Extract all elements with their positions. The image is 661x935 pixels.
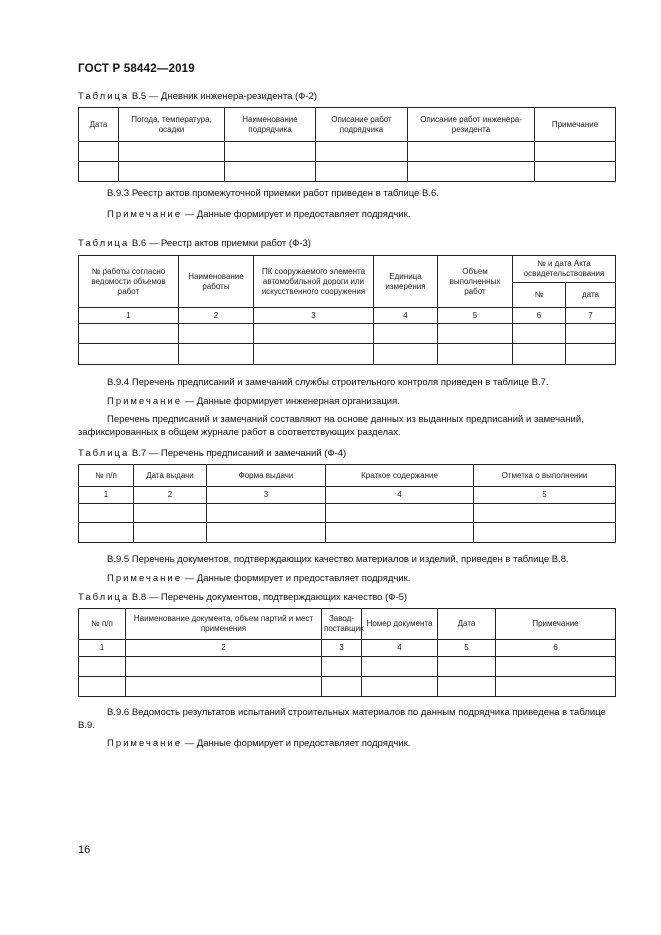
table-header-row bbox=[79, 256, 616, 283]
column-number: 2 bbox=[134, 487, 207, 504]
caption-text: В.6 — Реестр актов приемки работ (Ф-3) bbox=[129, 238, 311, 249]
column-number: 3 bbox=[207, 487, 326, 504]
column-header: Номер документа bbox=[362, 609, 438, 640]
note-text: — Данные формирует инженерная организация. bbox=[182, 396, 400, 407]
column-header: Описание работ подрядчика bbox=[316, 108, 408, 142]
note-text: — Данные формирует и предоставляет подрядчик. bbox=[182, 209, 411, 220]
column-header: № работы согласно ведомости объемов работ bbox=[79, 256, 179, 308]
column-number: 6 bbox=[513, 308, 566, 324]
column-number: 5 bbox=[474, 487, 616, 504]
column-number: 6 bbox=[496, 640, 616, 657]
table-row bbox=[79, 142, 616, 162]
column-number: 1 bbox=[79, 640, 126, 657]
column-header: Дата выдачи bbox=[134, 465, 207, 487]
section-b94-paragraph: Перечень предписаний и замечаний составляют на основе данных из выданных предписаний и замечаний, зафиксированных в общем журнале работ в соответствующих разделах. bbox=[78, 414, 584, 438]
table-b5 bbox=[78, 107, 616, 182]
section-b96-note bbox=[107, 738, 410, 749]
caption-prefix: Таблица bbox=[78, 91, 130, 102]
table-b7-caption bbox=[78, 448, 346, 459]
column-header: № и дата Акта освидетельствования bbox=[513, 256, 616, 283]
column-header: Дата bbox=[79, 108, 119, 142]
column-number: 4 bbox=[326, 487, 474, 504]
table-b8-caption bbox=[78, 592, 407, 603]
page-number: 16 bbox=[78, 844, 91, 856]
note-label: Примечание bbox=[107, 738, 182, 749]
column-header: Единица измерения bbox=[374, 256, 438, 308]
note-label: Примечание bbox=[107, 396, 182, 407]
section-b96-text: В.9.6 Ведомость результатов испытаний строительных материалов по данным подрядчика приведена в таблице В.9. bbox=[78, 707, 606, 731]
table-b5-caption bbox=[78, 91, 317, 102]
table-number-row bbox=[79, 640, 616, 657]
note-text: — Данные формирует и предоставляет подрядчик. bbox=[182, 738, 411, 749]
table-header-row bbox=[79, 609, 616, 640]
column-header: Краткое содержание bbox=[326, 465, 474, 487]
table-row bbox=[79, 344, 616, 365]
table-header-row bbox=[79, 465, 616, 487]
caption-prefix: Таблица bbox=[78, 592, 130, 603]
column-header: № п/п bbox=[79, 609, 126, 640]
column-header: Описание работ инженера-резидента bbox=[408, 108, 535, 142]
table-b6-caption bbox=[78, 238, 311, 249]
column-header: Дата bbox=[438, 609, 496, 640]
table-row bbox=[79, 504, 616, 523]
column-number: 3 bbox=[254, 308, 374, 324]
column-number: 5 bbox=[438, 640, 496, 657]
table-number-row bbox=[79, 308, 616, 324]
subcolumn-header: № bbox=[513, 283, 566, 308]
section-b93-note bbox=[107, 209, 410, 220]
column-header: Наименование работы bbox=[179, 256, 254, 308]
table-b6 bbox=[78, 255, 616, 365]
table-header-row bbox=[79, 108, 616, 142]
caption-text: В.8 — Перечень документов, подтверждающих качество (Ф-5) bbox=[129, 592, 408, 603]
document-header: ГОСТ Р 58442—2019 bbox=[78, 63, 195, 75]
caption-prefix: Таблица bbox=[78, 448, 130, 459]
subcolumn-header: дата bbox=[566, 283, 616, 308]
column-header: Примечание bbox=[535, 108, 616, 142]
column-number: 1 bbox=[79, 308, 179, 324]
table-number-row bbox=[79, 487, 616, 504]
column-number: 7 bbox=[566, 308, 616, 324]
table-row bbox=[79, 657, 616, 677]
table-row bbox=[79, 324, 616, 344]
table-row bbox=[79, 162, 616, 182]
section-b94-note bbox=[107, 396, 400, 407]
note-text: — Данные формирует и предоставляет подрядчик. bbox=[182, 573, 411, 584]
column-number: 2 bbox=[126, 640, 322, 657]
caption-prefix: Таблица bbox=[78, 238, 130, 249]
section-b95-note bbox=[107, 573, 410, 584]
section-b94-text: В.9.4 Перечень предписаний и замечаний службы строительного контроля приведен в таблице В.7. bbox=[107, 377, 549, 388]
column-header: № п/п bbox=[79, 465, 134, 487]
column-header: Форма выдачи bbox=[207, 465, 326, 487]
caption-text: В.7 — Перечень предписаний и замечаний (Ф-4) bbox=[129, 448, 347, 459]
note-label: Примечание bbox=[107, 573, 182, 584]
table-row bbox=[79, 677, 616, 697]
table-b7 bbox=[78, 464, 616, 543]
section-b95-text: В.9.5 Перечень документов, подтверждающих качество материалов и изделий, приведен в таблице В.8. bbox=[107, 554, 569, 565]
column-number: 4 bbox=[374, 308, 438, 324]
column-number: 5 bbox=[438, 308, 513, 324]
column-number: 1 bbox=[79, 487, 134, 504]
table-b8 bbox=[78, 608, 616, 697]
column-header: Отметка о выполнении bbox=[474, 465, 616, 487]
column-number: 3 bbox=[322, 640, 362, 657]
column-header: Примечание bbox=[496, 609, 616, 640]
column-number: 2 bbox=[179, 308, 254, 324]
column-header: ПК сооружаемого элемента автомобильной дороги или искусственного сооружения bbox=[254, 256, 374, 308]
section-b93-text: В.9.3 Реестр актов промежуточной приемки работ приведен в таблице В.6. bbox=[107, 188, 439, 199]
column-header: Наименование подрядчика bbox=[225, 108, 316, 142]
caption-text: В.5 — Дневник инженера-резидента (Ф-2) bbox=[129, 91, 317, 102]
table-row bbox=[79, 523, 616, 543]
column-header: Объем выполненных работ bbox=[438, 256, 513, 308]
note-label: Примечание bbox=[107, 209, 182, 220]
column-header: Погода, температура, осадки bbox=[119, 108, 225, 142]
column-header: Завод-поставщик bbox=[322, 609, 362, 640]
column-number: 4 bbox=[362, 640, 438, 657]
column-header: Наименование документа, объем партий и мест применения bbox=[126, 609, 322, 640]
